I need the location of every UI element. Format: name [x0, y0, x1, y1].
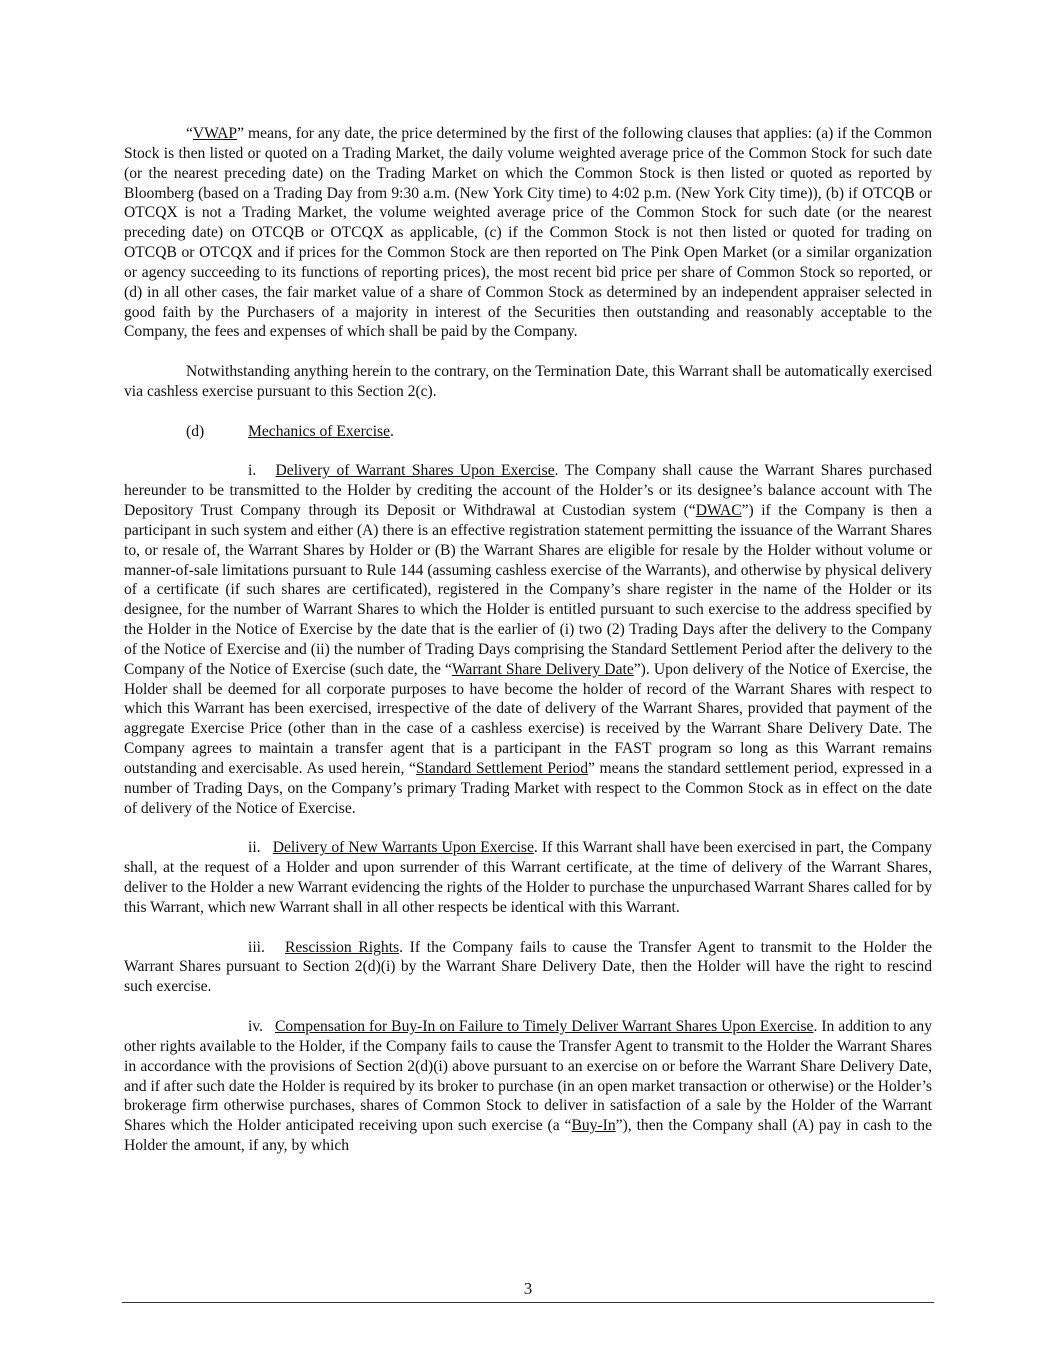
item-number: iv.	[248, 1017, 264, 1035]
item-number: i.	[248, 462, 257, 480]
defined-term-standard-settlement-period: Standard Settlement Period	[415, 760, 588, 777]
defined-term-dwac: DWAC	[695, 502, 742, 520]
item-i-paragraph: i. Delivery of Warrant Shares Upon Exercise. The Company shall cause the Warrant Shares purchased hereunder to be transmitted to the Holder by crediting the account of the Holder’s or its designee’s balance account with The Depository Trust Company through its Deposit or Withdrawal at Custodian system (“DWAC”) if the Company is then a participant in such system and either (A) there is an effective registration statement permitting the issuance of the Warrant Shares to, or resale of, the Warrant Shares by Holder or (B) the Warrant Shares are eligible for resale by the Holder without volume or manner-of-sale limitations pursuant to Rule 144 (assuming cashless exercise of the Warrants), and otherwise by physical delivery of a certificate (if such shares are certificated), registered in the Company’s share register in the name of the Holder or its designee, for the number of Warrant Shares to which the Holder is entitled pursuant to such exercise to the address specified by the Holder in the Notice of Exercise by the date that is the earlier of (i) two (2) Trading Days after the delivery to the Company of the Notice of Exercise and (ii) the number of Trading Days comprising the Standard Settlement Period after the delivery to the Company of the Notice of Exercise (such date, the “Warrant Share Delivery Date”). Upon delivery of the Notice of Exercise, the Holder shall be deemed for all corporate purposes to have become the holder of record of the Warrant Shares with respect to which this Warrant has been exercised, irrespective of the date of delivery of the Warrant Shares, provided that payment of the aggregate Exercise Price (other than in the case of a cashless exercise) is received by the Warrant Share Delivery Date. The Company agrees to maintain a transfer agent that is a participant in the FAST program so long as this Warrant remains outstanding and exercisable. As used herein, “Standard Settlement Period” means the standard settlement period, expressed in a number of Trading Days, on the Company’s primary Trading Market with respect to the Common Stock as in effect on the date of delivery of the Notice of Exercise.	[124, 462, 932, 817]
item-title: Delivery of New Warrants Upon Exercise	[272, 839, 534, 857]
defined-term-buy-in: Buy-In	[571, 1117, 616, 1135]
footer-divider	[122, 1302, 934, 1303]
item-title: Compensation for Buy-In on Failure to Timely Deliver Warrant Shares Upon Exercise	[274, 1017, 814, 1035]
notwithstanding-paragraph: Notwithstanding anything herein to the contrary, on the Termination Date, this Warrant shall be automatically exercised via cashless exercise pursuant to this Section 2(c).	[124, 363, 932, 400]
defined-term-vwap: VWAP	[192, 125, 238, 142]
item-iv-paragraph: iv. Compensation for Buy-In on Failure to Timely Deliver Warrant Shares Upon Exercise. In addition to any other rights available to the Holder, if the Company fails to cause the Transfer Agent to transmit to the Holder the Warrant Shares in accordance with the provisions of Section 2(d)(i) above pursuant to an exercise on or before the Warrant Share Delivery Date, and if after such date the Holder is required by its broker to purchase (in an open market transaction or otherwise) or the Holder’s brokerage firm otherwise purchases, shares of Common Stock to deliver in satisfaction of a sale by the Holder of the Warrant Shares which the Holder anticipated receiving upon such exercise (a “Buy-In”), then the Company shall (A) pay in cash to the Holder the amount, if any, by which	[124, 1017, 932, 1155]
item-number: ii.	[248, 839, 261, 857]
section-number: (d)	[186, 422, 205, 440]
defined-term-warrant-share-delivery-date: Warrant Share Delivery Date	[451, 660, 634, 678]
item-iii-paragraph: iii. Rescission Rights. If the Company fails to cause the Transfer Agent to transmit to the Holder the Warrant Shares pursuant to Section 2(d)(i) by the Warrant Share Delivery Date, then the Holder will have the right to rescind such exercise.	[124, 938, 932, 996]
section-d-heading: (d) Mechanics of Exercise.	[186, 422, 394, 440]
document-body	[124, 124, 932, 1176]
section-title: Mechanics of Exercise	[248, 422, 391, 440]
item-ii-paragraph: ii. Delivery of New Warrants Upon Exercise. If this Warrant shall have been exercised in part, the Company shall, at the request of a Holder and upon surrender of this Warrant certificate, at the time of delivery of the Warrant Shares, deliver to the Holder a new Warrant evidencing the rights of the Holder to purchase the unpurchased Warrant Shares called for by this Warrant, which new Warrant shall in all other respects be identical with this Warrant.	[124, 839, 932, 916]
item-number: iii.	[248, 938, 265, 956]
page-number: 3	[523, 1279, 533, 1298]
vwap-definition: “VWAP” means, for any date, the price determined by the first of the following clauses that applies: (a) if the Common Stock is then listed or quoted on a Trading Market, the daily volume weighted average price of the Common Stock for such date (or the nearest preceding date) on the Trading Market on which the Common Stock is then listed or quoted as reported by Bloomberg (based on a Trading Day from 9:30 a.m. (New York City time) to 4:02 p.m. (New York City time)), (b) if OTCQB or OTCQX is not a Trading Market, the volume weighted average price of the Common Stock for such date (or the nearest preceding date) on OTCQB or OTCQX as applicable, (c) if the Common Stock is not then listed or quoted for trading on OTCQB or OTCQX and if prices for the Common Stock are then reported on The Pink Open Market (or a similar organization or agency succeeding to its functions of reporting prices), the most recent bid price per share of Common Stock so reported, or (d) in all other cases, the fair market value of a share of Common Stock as determined by an independent appraiser selected in good faith by the Purchasers of a majority in interest of the Securities then outstanding and reasonably acceptable to the Company, the fees and expenses of which shall be paid by the Company.	[124, 125, 932, 341]
item-title: Rescission Rights	[284, 938, 400, 956]
item-title: Delivery of Warrant Shares Upon Exercise	[275, 462, 555, 480]
